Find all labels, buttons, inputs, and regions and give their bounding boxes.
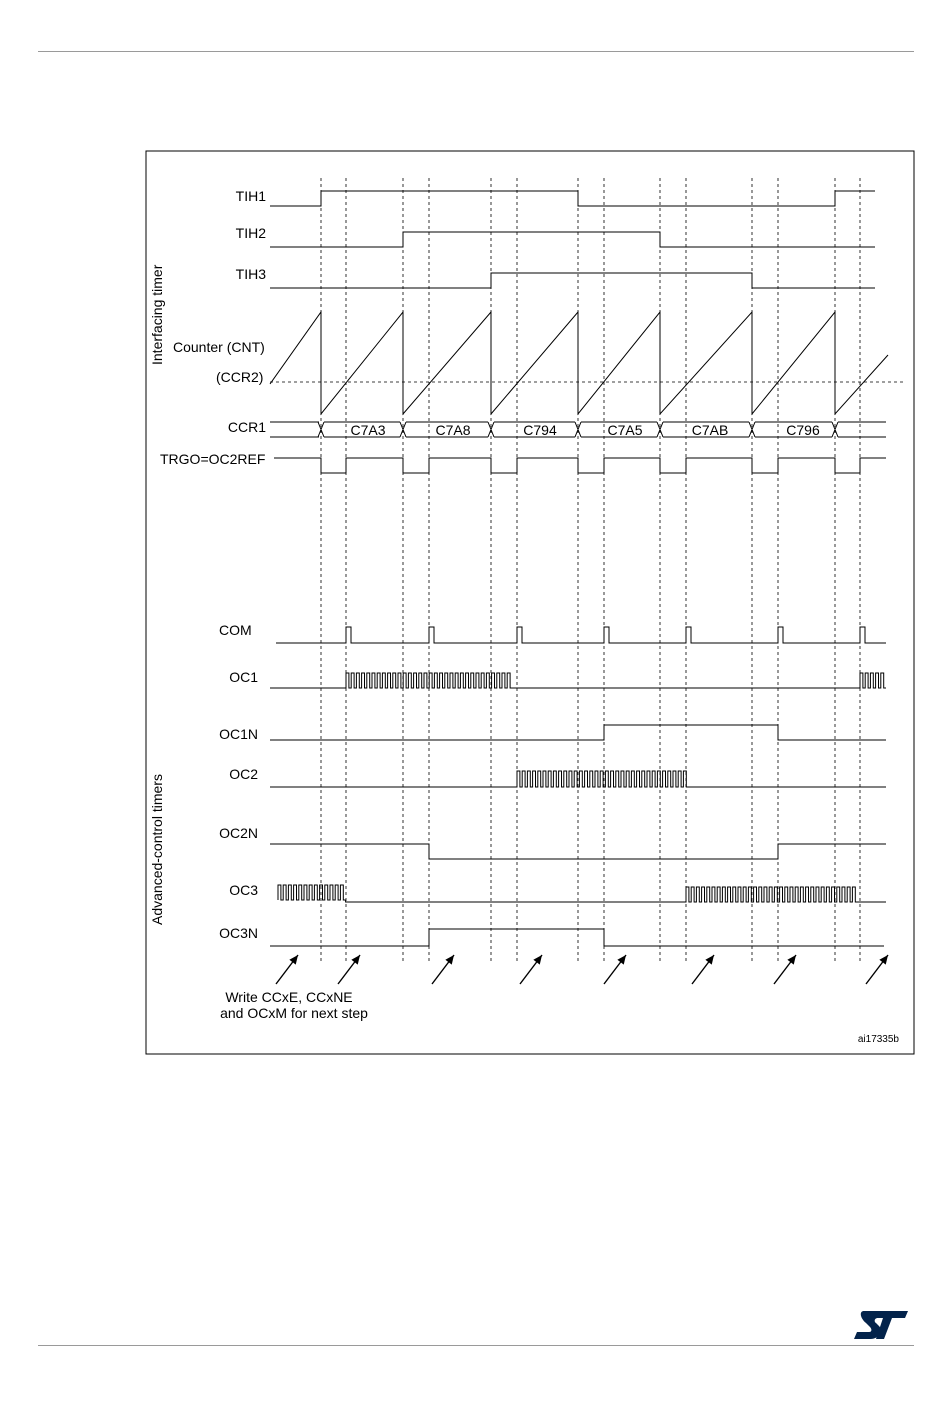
- signal-label-tih2: TIH2: [235, 225, 266, 241]
- signal-label-tih3: TIH3: [235, 266, 266, 282]
- counter-waveform: [270, 312, 888, 414]
- write-arrows: [276, 953, 891, 984]
- ccr1-value: C7A3: [350, 422, 386, 438]
- waveforms: [270, 191, 904, 946]
- oc3-waveform: [278, 885, 886, 902]
- signal-label-oc1: OC1: [229, 669, 258, 685]
- signal-label-oc2n: OC2N: [219, 825, 258, 841]
- figure-frame: [146, 151, 914, 1054]
- arrowhead-icon: [879, 953, 891, 965]
- tih3-waveform: [270, 273, 875, 288]
- ccr1-value: C794: [523, 422, 557, 438]
- trgo-waveform: [274, 458, 886, 473]
- signal-label-trgo: TRGO=OC2REF: [160, 451, 266, 467]
- tih1-waveform: [270, 191, 875, 206]
- st-logo-mark: [854, 1311, 908, 1339]
- arrowhead-icon: [787, 953, 799, 965]
- oc1-waveform: [270, 673, 886, 688]
- oc3n-waveform: [270, 929, 884, 946]
- ccr1-value: C7A8: [435, 422, 471, 438]
- arrowhead-icon: [289, 953, 301, 965]
- signal-label-oc1n: OC1N: [219, 726, 258, 742]
- signal-label-ccr2: (CCR2): [216, 369, 264, 385]
- arrowhead-icon: [617, 953, 629, 965]
- group-label-interfacing-timer: Interfacing timer: [149, 264, 165, 365]
- signal-label-oc2: OC2: [229, 766, 258, 782]
- signal-label-com: COM: [219, 622, 252, 638]
- annotation-line-1: Write CCxE, CCxNE: [225, 989, 353, 1005]
- tih2-waveform: [270, 232, 875, 247]
- signal-label-tih1: TIH1: [235, 188, 266, 204]
- arrowhead-icon: [705, 953, 717, 965]
- st-logo: [852, 1308, 910, 1342]
- signal-label-ccr1: CCR1: [227, 419, 266, 435]
- ccr1-value: C796: [786, 422, 820, 438]
- group-label-advanced-control-timers: Advanced-control timers: [149, 774, 165, 925]
- annotation-line-2: and OCxM for next step: [220, 1005, 368, 1021]
- arrowhead-icon: [533, 953, 545, 965]
- signal-label-counter: Counter (CNT): [173, 339, 265, 355]
- com-waveform: [276, 627, 886, 643]
- ccr1-value: C7AB: [691, 422, 729, 438]
- ccr1-value: C7A5: [607, 422, 643, 438]
- arrowhead-icon: [445, 953, 457, 965]
- arrowhead-icon: [351, 953, 363, 965]
- signal-label-oc3n: OC3N: [219, 925, 258, 941]
- figure-id: ai17335b: [857, 1034, 899, 1045]
- signal-label-oc3: OC3: [229, 882, 258, 898]
